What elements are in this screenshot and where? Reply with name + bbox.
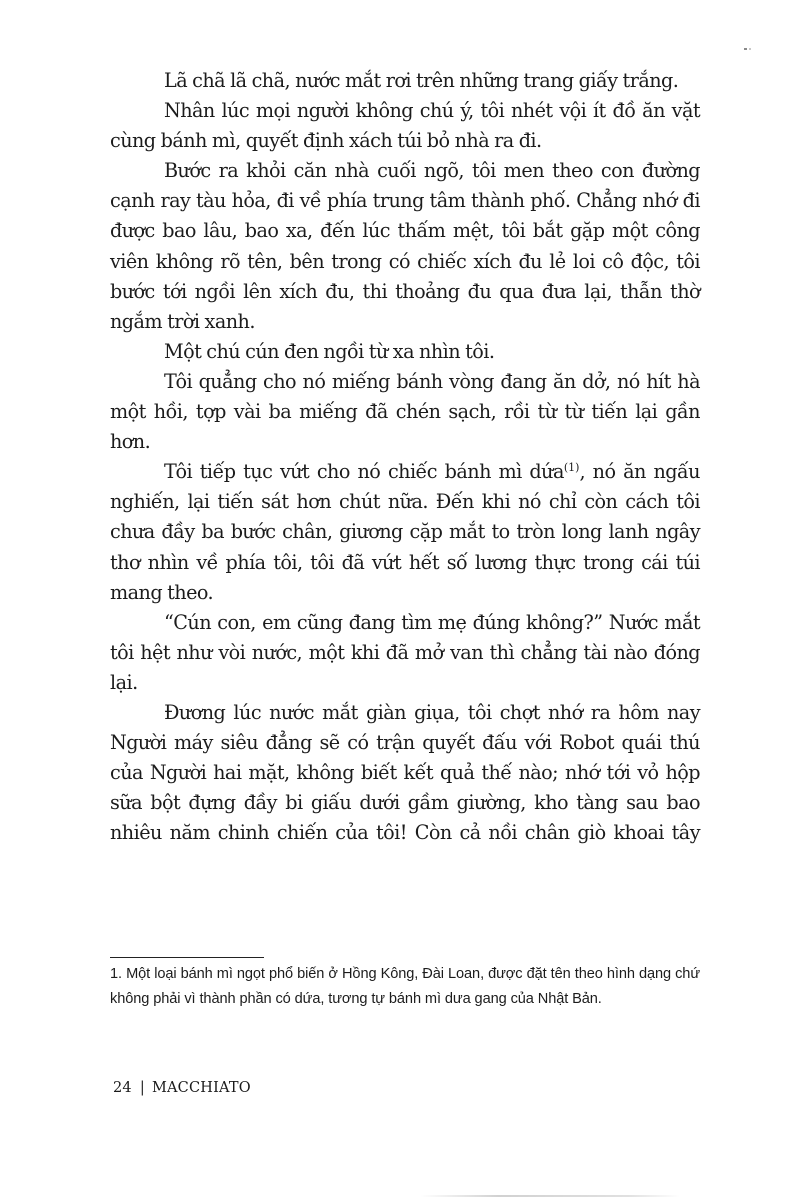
- footnote-divider: [110, 957, 264, 958]
- footer-separator: |: [139, 1080, 145, 1096]
- running-title: MACCHIATO: [151, 1080, 251, 1096]
- footnote-reference[interactable]: (1): [563, 461, 580, 475]
- footnotes: [110, 962, 700, 1013]
- paragraph-with-footnote-ref: [110, 457, 700, 607]
- page-number: 24: [113, 1080, 132, 1096]
- scan-artifact: [744, 48, 747, 50]
- paragraph: Bước ra khỏi căn nhà cuối ngõ, tôi men theo con đường cạnh ray tàu hỏa, đi về phía trung tâm thành phố. Chẳng nhớ đi được bao lâu, bao xa, đến lúc thấm mệt, tôi bắt gặp một công viên không rõ tên, bên trong có chiếc xích đu lẻ loi cô độc, tôi bước tới ngồi lên xích đu, thi thoảng đu qua đưa lại, thẫn thờ ngắm trời xanh.: [110, 159, 700, 333]
- paragraph-text: , nó ăn ngấu nghiến, lại tiến sát hơn chút nữa. Đến khi nó chỉ còn cách tôi chưa đầy ba bước chân, giương cặp mắt to tròn long lanh ngây thơ nhìn về phía tôi, tôi đã vứt hết số lương thực trong cái túi mang theo.: [110, 460, 700, 604]
- footnote: 1. Một loại bánh mì ngọt phổ biến ở Hồng Kông, Đài Loan, được đặt tên theo hình dạng chứ không phải vì thành phần có dứa, tương tự bánh mì dưa gang của Nhật Bản.: [110, 966, 700, 1008]
- paragraph: Lã chã lã chã, nước mắt rơi trên những trang giấy trắng.: [164, 69, 679, 92]
- running-footer: [113, 1080, 251, 1096]
- paragraph: Một chú cún đen ngồi từ xa nhìn tôi.: [164, 339, 495, 363]
- paragraph: Nhân lúc mọi người không chú ý, tôi nhét vội ít đồ ăn vặt cùng bánh mì, quyết định xách túi bỏ nhà ra đi.: [110, 99, 700, 153]
- paragraph-text: Tôi tiếp tục vứt cho nó chiếc bánh mì dứa: [164, 460, 564, 484]
- body-text: [110, 66, 700, 848]
- paragraph: Tôi quẳng cho nó miếng bánh vòng đang ăn dở, nó hít hà một hồi, tợp vài ba miếng đã chén sạch, rồi từ từ tiến lại gần hơn.: [110, 369, 700, 454]
- scan-edge-shadow: [420, 1195, 680, 1197]
- paragraph: Đương lúc nước mắt giàn giụa, tôi chợt nhớ ra hôm nay Người máy siêu đẳng sẽ có trận quyết đấu với Robot quái thú của Người hai mặt, không biết kết quả thế nào; nhớ tới vỏ hộp sữa bột đựng đầy bi giấu dưới gầm giường, kho tàng sau bao nhiêu năm chinh chiến của tôi! Còn cả nồi chân giò khoai tây: [110, 700, 700, 845]
- paragraph: “Cún con, em cũng đang tìm mẹ đúng không?” Nước mắt tôi hệt như vòi nước, một khi đã mở van thì chẳng tài nào đóng lại.: [110, 610, 700, 694]
